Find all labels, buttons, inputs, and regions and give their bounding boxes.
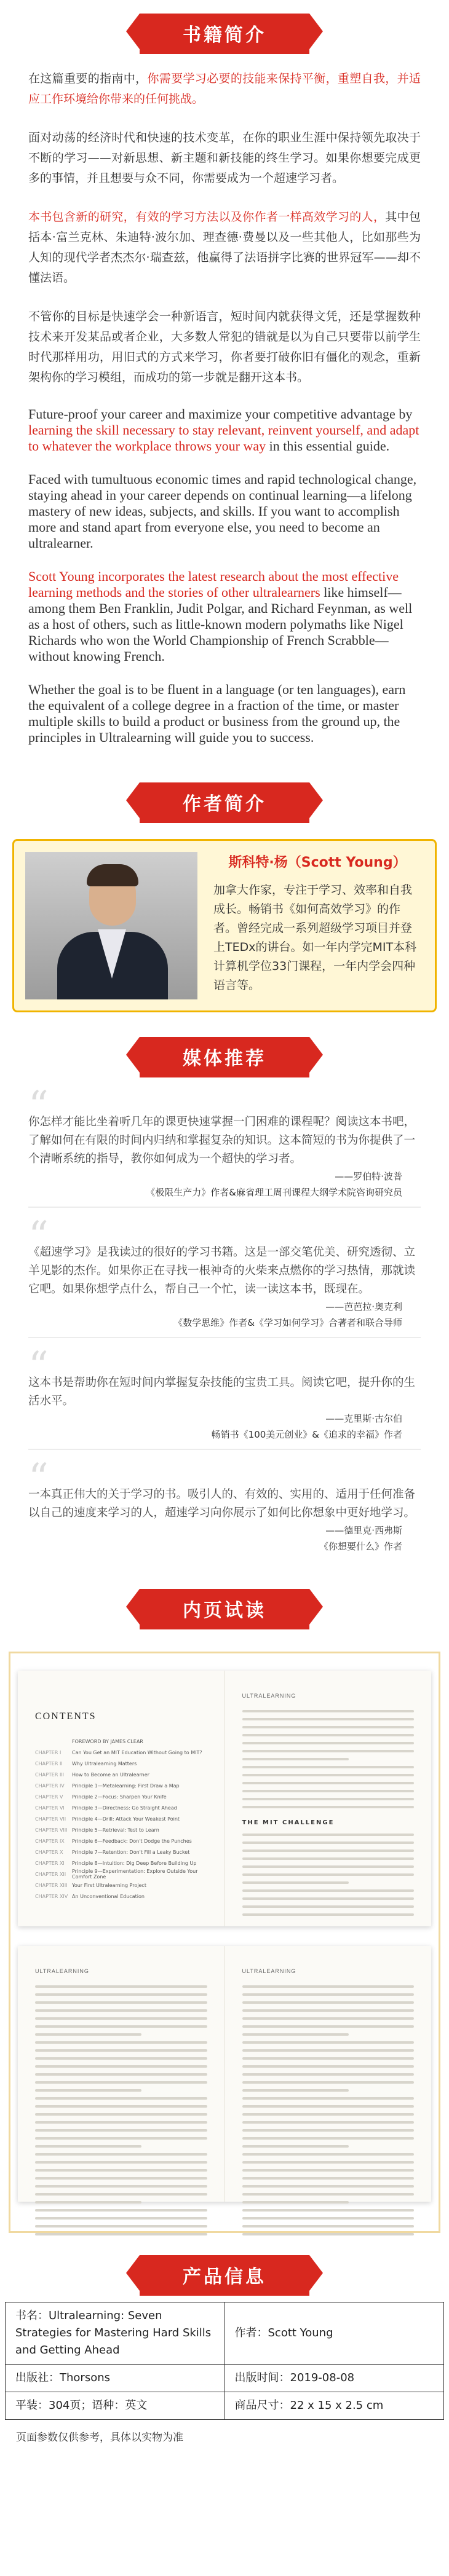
toc-chapter: CHAPTER VI [35, 1805, 65, 1811]
text-line [242, 2201, 349, 2204]
text-line [35, 2025, 207, 2028]
text-line [242, 2041, 415, 2044]
review-item [28, 1213, 421, 1338]
text-line [35, 1985, 207, 1988]
table-cell: 商品尺寸：22 x 15 x 2.5 cm [224, 2392, 444, 2420]
text-line [242, 2089, 349, 2092]
section-banner-product: 产品信息 [140, 2255, 309, 2296]
product-info [0, 2296, 449, 2444]
toc-chapter: CHAPTER IV [35, 1782, 65, 1789]
product-info-table [5, 2302, 444, 2420]
toc-row [35, 1758, 207, 1769]
text-line [242, 2001, 415, 2004]
review-author-title: 畅销书《100美元创业》&《追求的幸福》作者 [211, 1429, 402, 1440]
text-line [242, 2113, 415, 2116]
intro-en-paragraph-2: Faced with tumultuous economic times and rapid technological change, staying ahead in your career depends on continual learning—a lifelong mastery of new ideas, subjects, and skills. If you want to accomplish more and stand apart from everyone else, you need to become an ultralearner. [28, 471, 417, 551]
toc-row [35, 1791, 207, 1802]
toc-title-entry: Principle 1—Metalearning: First Draw a Map [72, 1782, 180, 1789]
toc-title-entry: FOREWORD BY JAMES CLEAR [72, 1738, 143, 1744]
text-line [35, 2033, 141, 2036]
text-block [242, 1710, 415, 1808]
table-row [6, 2365, 444, 2392]
text-line [35, 2193, 207, 2196]
toc-chapter: CHAPTER VIII [35, 1827, 68, 1833]
review-author: ——罗伯特·波普 [335, 1171, 402, 1182]
toc-title-entry: An Unconventional Education [72, 1893, 145, 1899]
text-line [242, 2225, 415, 2227]
text-line [242, 2145, 349, 2148]
text-line [35, 2161, 207, 2164]
text-line [242, 1790, 415, 1792]
author-photo [25, 852, 197, 999]
disclaimer-note: 页面参数仅供参考，具体以实物为准 [16, 2432, 183, 2444]
text-line [242, 1758, 349, 1760]
text-line [242, 1985, 415, 1988]
text-line [35, 2049, 207, 2052]
text-line [35, 2017, 207, 2020]
divider [28, 1337, 421, 1338]
toc-title-entry: Why Ultralearning Matters [72, 1760, 137, 1767]
intro-en-paragraph-1: Future-proof your career and maximize your competitive advantage by learning the skill necessary to stay relevant, reinvent yourself, and adapt to whatever the workplace throws your way in this essential guide. [28, 406, 419, 454]
page-running-head: ULTRALEARNING [242, 1693, 296, 1699]
media-section-header [0, 1023, 449, 1077]
intro-cn-paragraph-3: 本书包含新的研究，有效的学习方法以及你作者一样高效学习的人，其中包括本·富兰克林、朱迪特·波尔加、理查德·费曼以及一些其他人，比如那些为人知的现代学者杰杰尔·瑞查兹，他赢得了法语拼字比赛的世界冠军——却不懂法语。 [28, 210, 421, 285]
toc-row [35, 1736, 207, 1747]
text-block [242, 1834, 415, 1916]
text-line [242, 1806, 415, 1808]
text-line [242, 1798, 415, 1800]
text-line [242, 1718, 415, 1720]
text-line [242, 1881, 349, 1884]
table-row [6, 2302, 444, 2365]
text-line [242, 2097, 415, 2100]
text-line [242, 2129, 415, 2132]
text-line [35, 2089, 141, 2092]
author-section-header [0, 769, 449, 823]
text-line [242, 1782, 415, 1784]
text-line [35, 2217, 207, 2220]
text-line [242, 2185, 415, 2188]
divider [28, 1449, 421, 1450]
text-line [242, 2073, 415, 2076]
quote-icon: “ [28, 1083, 49, 1128]
review-author-title: 《数学思维》作者&《学习如何学习》合著者和联合导师 [173, 1317, 402, 1328]
text-line [242, 1913, 415, 1916]
toc-chapter: CHAPTER XIV [35, 1893, 68, 1899]
product-section-header [0, 2242, 449, 2296]
text-line [35, 2153, 207, 2156]
intro-cn-paragraph-2: 面对动荡的经济时代和快速的技术变革，在你的职业生涯中保持领先取决于不断的学习——对新思想、新主题和新技能的终生学习。如果你想要完成更多的事情，并且想要与众不同，你需要成为一个超速学习者。 [28, 131, 421, 185]
toc-row [35, 1869, 207, 1880]
text-line [242, 1710, 415, 1712]
text-line [242, 1897, 415, 1900]
toc-title-entry: Principle 2—Focus: Sharpen Your Knife [72, 1794, 167, 1800]
text-line [242, 1750, 415, 1752]
table-cell: 书名：Ultralearning: Seven Strategies for Mastering Hard Skills and Getting Ahead [6, 2302, 225, 2365]
preview-spread [18, 1946, 431, 2202]
text-line [242, 1873, 415, 1876]
author-bio: 加拿大作家，专注于学习、效率和自我成长。畅销书《如何高效学习》的作者。曾经完成一系列超级学习项目并登上TEDx的讲台。如一年内学完MIT本科计算机学位33门课程，一年内学会四种语言等。 [213, 883, 417, 992]
table-cell: 平装：304页；语种：英文 [6, 2392, 225, 2420]
text-line [242, 1726, 415, 1728]
text-line [242, 2169, 415, 2172]
text-block [242, 1985, 415, 2235]
text-line [242, 2233, 415, 2235]
review-text: 一本真正伟大的关于学习的书。吸引人的、有效的、实用的、适用于任何准备以自己的速度来学习的人，超速学习向你展示了如何比你想象中更好地学习。 [28, 1488, 416, 1519]
text-line [242, 1865, 415, 1868]
book-intro [0, 54, 449, 769]
toc-title-entry: Principle 7—Retention: Don't Fill a Leaky Bucket [72, 1849, 190, 1855]
toc-title-entry: Can You Get an MIT Education Without Going to MIT? [72, 1749, 202, 1755]
review-item [28, 1455, 421, 1554]
toc-chapter: CHAPTER XI [35, 1860, 65, 1866]
section-banner-author: 作者简介 [140, 782, 309, 823]
review-author: ——德里克·西弗斯 [325, 1525, 402, 1536]
toc-row [35, 1846, 207, 1857]
text-line [242, 1774, 415, 1776]
text-line [35, 2209, 207, 2212]
review-text: 《超速学习》是我读过的很好的学习书籍。这是一部交笔优美、研究透彻、立羊见影的杰作。如果你正在寻找一根神奇的火柴来点燃你的学习热情，那就读它吧。如果你想学点什么，帮自己一个忙，读一读这本书，既现在。 [28, 1246, 416, 1296]
table-row [6, 2392, 444, 2420]
text-line [35, 2057, 207, 2060]
preview-spreads [10, 1653, 439, 2231]
toc-chapter: CHAPTER V [35, 1794, 63, 1800]
text-line [35, 2073, 207, 2076]
toc-row [35, 1891, 207, 1902]
text-line [242, 2065, 415, 2068]
text-line [242, 1841, 415, 1844]
page-running-head: ULTRALEARNING [35, 1968, 89, 1974]
toc-chapter: CHAPTER II [35, 1760, 63, 1767]
text-line [35, 2225, 207, 2227]
text-line [242, 1993, 415, 1996]
toc-chapter: CHAPTER X [35, 1849, 63, 1855]
text-line [242, 2217, 415, 2220]
text-line [35, 2009, 207, 2012]
divider [28, 1207, 421, 1208]
section-banner-intro: 书籍简介 [140, 14, 309, 54]
text-line [242, 1834, 415, 1836]
intro-section-header [0, 0, 449, 54]
text-line [242, 1857, 415, 1860]
text-line [242, 1905, 415, 1908]
intro-cn-paragraph-1: 在这篇重要的指南中，你需要学习必要的技能来保持平衡，重塑自我，并适应工作环境给你带来的任何挑战。 [28, 72, 421, 106]
toc-title-entry: Your First Ultralearning Project [72, 1882, 146, 1888]
toc-row [35, 1857, 207, 1869]
toc-row [35, 1880, 207, 1891]
text-line [242, 2105, 415, 2108]
text-line [35, 2137, 207, 2140]
preview-page-contents [18, 1671, 224, 1926]
toc-list [35, 1736, 207, 1902]
section-banner-preview: 内页试读 [140, 1589, 309, 1629]
section-banner-media: 媒体推荐 [140, 1037, 309, 1077]
preview-section-header [0, 1575, 449, 1629]
quote-icon: “ [28, 1344, 49, 1389]
text-line [242, 2121, 415, 2124]
text-line [35, 2201, 141, 2204]
toc-chapter: CHAPTER IX [35, 1838, 65, 1844]
toc-title-entry: Principle 5—Retrieval: Test to Learn [72, 1827, 159, 1833]
text-line [35, 2145, 141, 2148]
review-author-title: 《极限生产力》作者&麻省理工周刊课程大纲学术院咨询研究员 [146, 1187, 402, 1198]
text-line [242, 2177, 415, 2180]
toc-row [35, 1802, 207, 1813]
text-line [35, 2065, 207, 2068]
preview-spread [18, 1671, 431, 1926]
intro-en-paragraph-4: Whether the goal is to be fluent in a language (or ten languages), earn the equivalent of a college degree in a fraction of the time, or master multiple skills to build a product or business from the ground up, the principles in Ultralearning will guide you to success. [28, 682, 406, 745]
author-card [12, 839, 437, 1012]
text-line [242, 2161, 415, 2164]
text-line [35, 2081, 207, 2084]
text-line [242, 2153, 415, 2156]
text-line [35, 2185, 207, 2188]
text-line [242, 2209, 415, 2212]
table-cell: 出版时间：2019-08-08 [224, 2365, 444, 2392]
toc-chapter: CHAPTER XII [35, 1871, 66, 1877]
preview-page-text [224, 1671, 432, 1926]
review-author: ——克里斯·古尔伯 [325, 1413, 402, 1424]
preview-page-text [224, 1946, 432, 2202]
text-line [242, 2137, 415, 2140]
text-line [35, 1993, 207, 1996]
page-running-head: ULTRALEARNING [242, 1968, 296, 1974]
intro-en-paragraph-3: Scott Young incorporates the latest research about the most effective learning methods and the stories of other ultralearners like himself—among them Ben Franklin, Judit Polgar, and Richard Feynman, as well as a host of others, such as little-known modern polymaths like Nigel Richards who won the World Championship of French Scrabble—without knowing French. [28, 569, 413, 664]
media-reviews [0, 1077, 449, 1575]
toc-title-entry: How to Become an Ultralearner [72, 1771, 149, 1778]
review-author-title: 《你想要什么》作者 [319, 1541, 402, 1552]
text-line [35, 2001, 207, 2004]
text-line [242, 2009, 415, 2012]
text-line [35, 2041, 207, 2044]
text-line [35, 2169, 207, 2172]
author-info [197, 852, 421, 999]
review-item [28, 1083, 421, 1208]
toc-title-entry: Principle 8—Intuition: Dig Deep Before Building Up [72, 1860, 197, 1866]
toc-chapter: CHAPTER XIII [35, 1882, 68, 1888]
text-line [35, 2097, 207, 2100]
toc-title-entry: Principle 9—Experimentation: Explore Outside Your Comfort Zone [72, 1869, 198, 1880]
toc-chapter: CHAPTER I [35, 1749, 62, 1755]
toc-chapter: CHAPTER III [35, 1771, 65, 1778]
review-text: 这本书是帮助你在短时间内掌握复杂技能的宝贵工具。阅读它吧，提升你的生活水平。 [28, 1376, 416, 1408]
toc-row [35, 1813, 207, 1824]
text-line [242, 1849, 415, 1852]
toc-row [35, 1747, 207, 1758]
toc-row [35, 1824, 207, 1835]
text-line [242, 2057, 415, 2060]
text-line [242, 2025, 415, 2028]
toc-title-entry: Principle 3—Directness: Go Straight Ahead [72, 1805, 177, 1811]
toc-title: CONTENTS [35, 1711, 97, 1722]
author-name: 斯科特·杨（Scott Young） [228, 855, 407, 870]
toc-title-entry: Principle 6—Feedback: Don't Dodge the Punches [72, 1838, 192, 1844]
toc-row [35, 1835, 207, 1846]
review-text: 你怎样才能比坐着听几年的课更快速掌握一门困难的课程呢？阅读这本书吧，了解如何在有限的时间内归纳和掌握复杂的知识。这本简短的书为你提供了一个清晰系统的指导，教你如何成为一个超快的学习者。 [28, 1116, 416, 1165]
quote-icon: “ [28, 1213, 49, 1259]
text-line [242, 2017, 415, 2020]
text-line [35, 2177, 207, 2180]
page-preview [9, 1652, 440, 2233]
text-line [35, 2233, 207, 2235]
text-line [242, 1766, 415, 1768]
preview-page-text [18, 1946, 224, 2202]
text-line [242, 2193, 415, 2196]
text-line [242, 1889, 415, 1892]
text-line [242, 2081, 415, 2084]
text-line [242, 1742, 415, 1744]
intro-cn-paragraph-4: 不管你的目标是快速学会一种新语言，短时间内就获得文凭，还是掌握数种技术来开发某品或者企业，大多数人常犯的错就是以为自己只要带以前学生时代那样用功，用旧式的方式来学习，你者要打破你旧有僵化的观念，重新架构你的学习模组，而成功的第一步就是翻开这本书。 [28, 310, 421, 384]
quote-icon: “ [28, 1455, 49, 1501]
table-cell: 出版社：Thorsons [6, 2365, 225, 2392]
text-line [242, 2049, 415, 2052]
text-line [35, 2129, 207, 2132]
table-cell: 作者：Scott Young [224, 2302, 444, 2365]
review-item [28, 1344, 421, 1450]
toc-chapter: CHAPTER VII [35, 1816, 66, 1822]
text-line [35, 2105, 207, 2108]
text-block [35, 1985, 207, 2235]
toc-row [35, 1780, 207, 1791]
page-subheading: THE MIT CHALLENGE [242, 1819, 335, 1826]
toc-title-entry: Principle 4—Drill: Attack Your Weakest Point [72, 1816, 180, 1822]
toc-row [35, 1769, 207, 1780]
text-line [35, 2113, 207, 2116]
text-line [35, 2121, 207, 2124]
text-line [242, 2033, 349, 2036]
text-line [242, 1734, 415, 1736]
review-author: ——芭芭拉·奥克利 [325, 1301, 402, 1312]
